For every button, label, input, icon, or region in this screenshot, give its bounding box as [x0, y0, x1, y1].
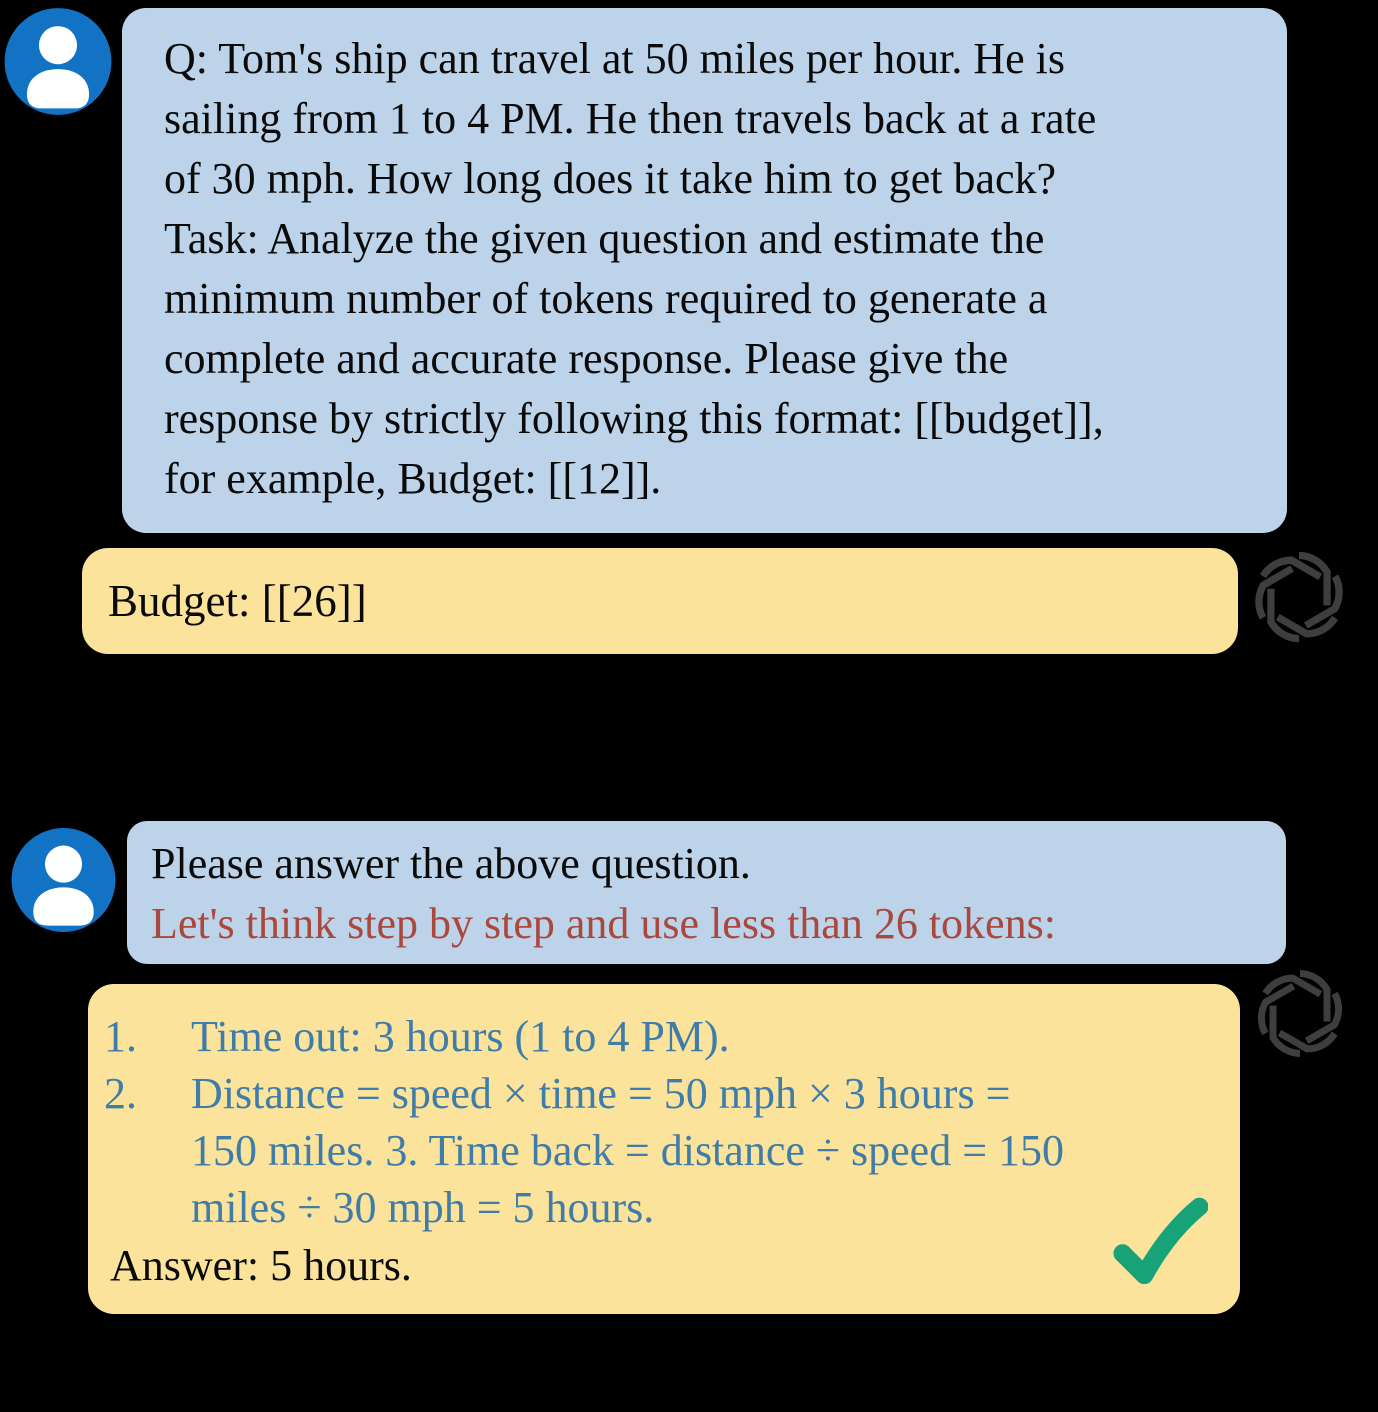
- budget-response-text: Budget: [[26]]: [108, 576, 367, 626]
- user-avatar-icon: [3, 7, 113, 116]
- reasoning-step: [104, 1179, 1240, 1236]
- message-line: complete and accurate response. Please give the: [164, 334, 1009, 383]
- step-text: Time out: 3 hours (1 to 4 PM).: [191, 1012, 730, 1061]
- message-line: sailing from 1 to 4 PM. He then travels back at a rate: [164, 94, 1097, 143]
- step-number: 1.: [104, 1012, 137, 1061]
- openai-logo-icon: [1250, 962, 1350, 1065]
- reasoning-step: [104, 1008, 1240, 1065]
- step-text: miles ÷ 30 mph = 5 hours.: [191, 1183, 655, 1232]
- step-number: [104, 1122, 191, 1179]
- message-line: Task: Analyze the given question and estimate the: [164, 214, 1045, 263]
- assistant-message-bubble-2: [88, 984, 1240, 1314]
- message-line: minimum number of tokens required to generate a: [164, 274, 1048, 323]
- reasoning-step: [104, 1122, 1240, 1179]
- user-avatar: [3, 7, 113, 116]
- assistant-message-bubble-1: [82, 548, 1238, 654]
- budget-constraint-text: Let's think step by step and use less than 26 tokens:: [151, 899, 1056, 948]
- message-line: response by strictly following this format: [[budget]],: [164, 394, 1104, 443]
- step-text: Distance = speed × time = 50 mph × 3 hours =: [191, 1069, 1011, 1118]
- step-number: [104, 1179, 191, 1236]
- user-message-bubble-1: [122, 8, 1287, 533]
- step-number: 2.: [104, 1069, 137, 1118]
- message-line: of 30 mph. How long does it take him to get back?: [164, 154, 1057, 203]
- user-avatar-icon: [10, 827, 117, 933]
- message-line: Q: Tom's ship can travel at 50 miles per hour. He is: [164, 34, 1065, 83]
- message-line: for example, Budget: [[12]].: [164, 454, 662, 503]
- checkmark-icon: [1113, 1194, 1208, 1284]
- user-message-bubble-2: [127, 821, 1286, 964]
- step-text: 150 miles. 3. Time back = distance ÷ speed = 150: [191, 1126, 1065, 1175]
- openai-logo-icon: [1247, 543, 1351, 651]
- answer-text: Answer: 5 hours.: [110, 1241, 412, 1290]
- reasoning-step: [104, 1065, 1240, 1122]
- user-avatar: [10, 827, 117, 933]
- user-followup-text: Please answer the above question.: [151, 839, 751, 888]
